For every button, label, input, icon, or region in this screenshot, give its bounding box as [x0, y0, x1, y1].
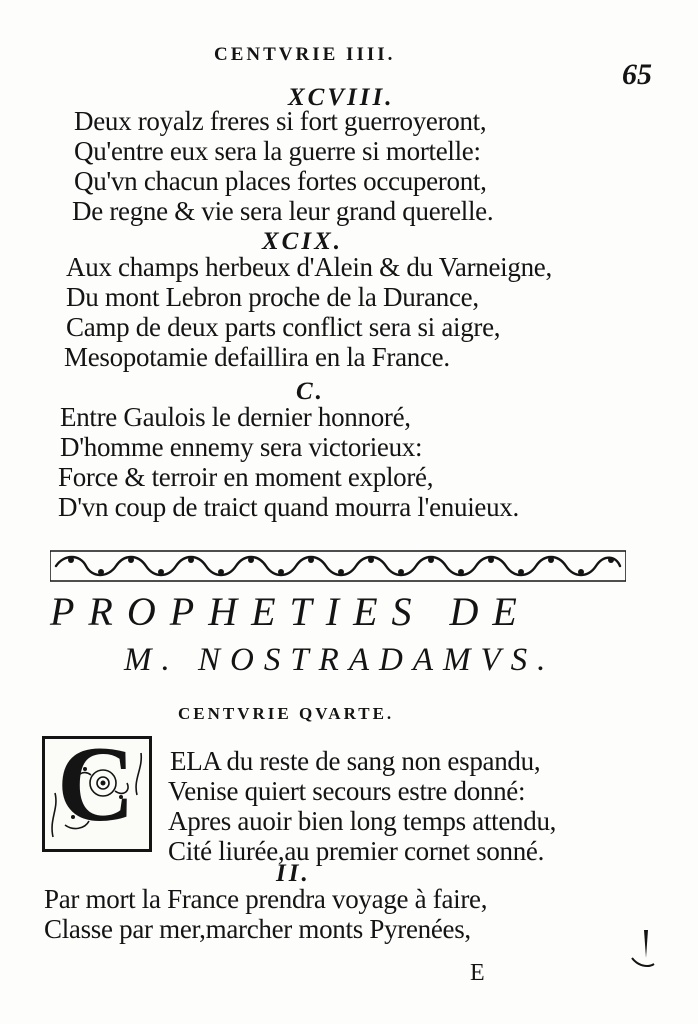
- quatrain-numeral: XCVIII.: [288, 84, 395, 111]
- verse-line: Entre Gaulois le dernier honnoré,: [60, 402, 411, 432]
- decorated-initial: [42, 725, 152, 852]
- verse-line: ELA du reste de sang non espandu,: [170, 746, 541, 776]
- quatrain-numeral: II.: [276, 860, 311, 887]
- ornament-band-icon: [50, 550, 626, 582]
- verse-line: Cité liurée,au premier cornet sonné.: [168, 836, 545, 866]
- verse-line: Qu'vn chacun places fortes occuperont,: [74, 166, 487, 196]
- book-title: PROPHETIES DE: [50, 589, 531, 634]
- ink-mark-icon: [626, 928, 656, 972]
- verse-line: D'homme ennemy sera victorieux:: [60, 432, 423, 462]
- verse-line: D'vn coup de traict quand mourra l'enuieux.: [58, 492, 519, 522]
- verse-line: Apres auoir bien long temps attendu,: [168, 806, 557, 836]
- quatrain-numeral: C.: [296, 378, 325, 405]
- running-head: CENTVRIE IIII.: [214, 44, 396, 65]
- author-line: M. NOSTRADAMVS.: [124, 642, 556, 678]
- verse-line: Du mont Lebron proche de la Durance,: [66, 282, 479, 312]
- page-number: 65: [622, 58, 652, 91]
- verse-line: Mesopotamie defaillira en la France.: [64, 342, 450, 372]
- initial-letter: C: [57, 725, 135, 844]
- verse-line: Qu'entre eux sera la guerre si mortelle:: [74, 136, 481, 166]
- catchword: E: [470, 960, 485, 986]
- verse-line: De regne & vie sera leur grand querelle.: [72, 196, 494, 226]
- verse-line: Camp de deux parts conflict sera si aigre,: [66, 312, 501, 342]
- verse-line: Venise quiert secours estre donné:: [168, 776, 526, 806]
- verse-line: Classe par mer,marcher monts Pyrenées,: [44, 914, 471, 944]
- verse-line: Aux champs herbeux d'Alein & du Varneigne,: [66, 252, 552, 282]
- verse-line: Force & terroir en moment exploré,: [58, 462, 434, 492]
- verse-line: Par mort la France prendra voyage à faire,: [44, 884, 488, 914]
- quatrain-numeral: XCIX.: [262, 228, 344, 255]
- century-heading: CENTVRIE QVARTE.: [178, 704, 395, 723]
- verse-line: Deux royalz freres si fort guerroyeront,: [74, 106, 487, 136]
